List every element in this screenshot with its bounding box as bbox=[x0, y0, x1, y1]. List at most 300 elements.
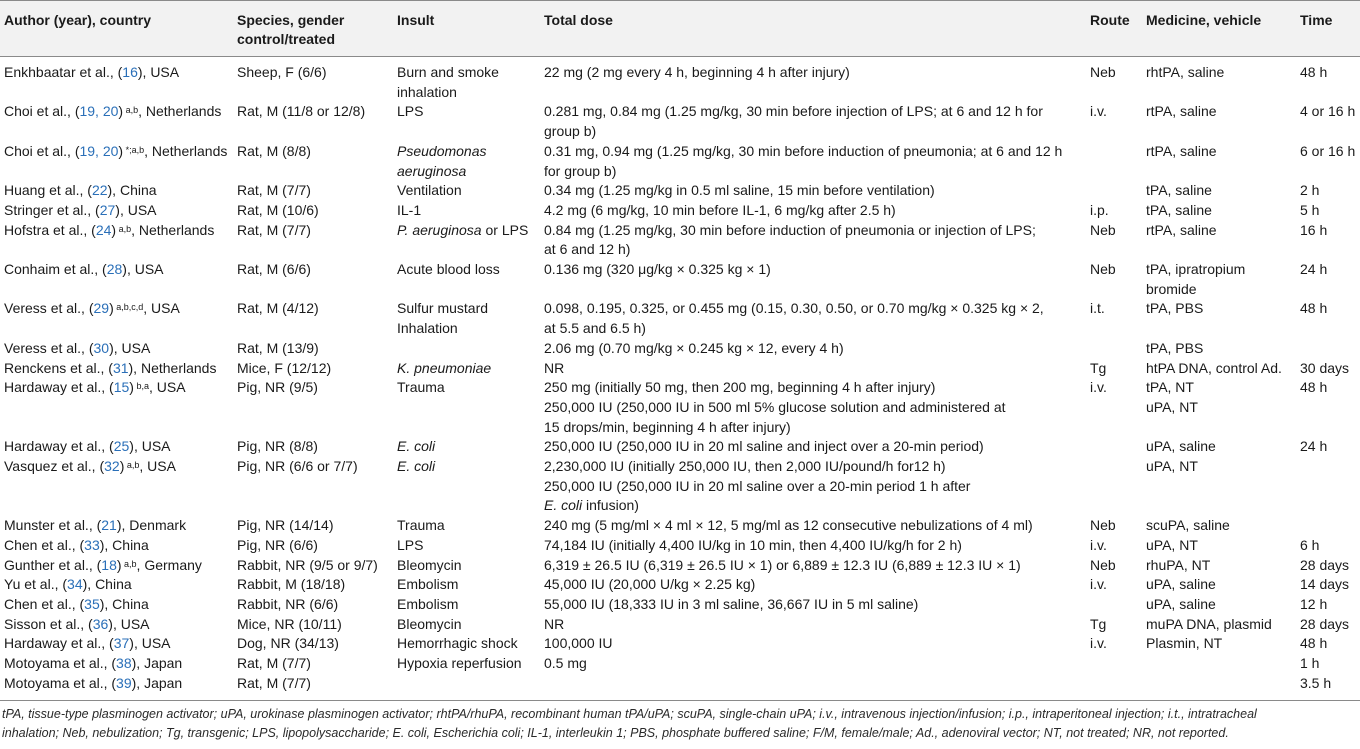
dose-cell bbox=[544, 57, 1090, 103]
author-text: ), USA bbox=[129, 438, 171, 455]
dose-line: 15 drops/min, beginning 4 h after injury) bbox=[544, 418, 791, 435]
dose-line: 250,000 IU (250,000 IU in 20 ml saline and inject over a 20-min period) bbox=[544, 438, 984, 455]
author-text: ), USA bbox=[122, 261, 164, 278]
table-row bbox=[0, 359, 1360, 379]
insult-line: Pseudomonas bbox=[397, 142, 487, 159]
dose-cell bbox=[544, 516, 1090, 536]
author-text: ), USA bbox=[115, 201, 157, 218]
dose-cell bbox=[544, 102, 1090, 141]
dose-line: 2.06 mg (0.70 mg/kg × 0.245 kg × 12, every 4 h) bbox=[544, 339, 844, 356]
route-cell: i.v. bbox=[1090, 635, 1107, 652]
insult-cell bbox=[397, 615, 544, 635]
column-header bbox=[1090, 1, 1146, 57]
medicine-line: uPA, NT bbox=[1146, 398, 1198, 415]
author-text: Hardaway et al., ( bbox=[4, 379, 114, 396]
header-line: Time bbox=[1300, 12, 1333, 28]
table-row bbox=[0, 615, 1360, 635]
author-text: , USA bbox=[148, 379, 186, 396]
table-row bbox=[0, 634, 1360, 654]
dose-cell bbox=[544, 634, 1090, 654]
insult-cell bbox=[397, 536, 544, 556]
table-footnote bbox=[0, 701, 1358, 743]
author-cell bbox=[0, 378, 237, 437]
author-cell bbox=[0, 634, 237, 654]
header-line: control/treated bbox=[237, 31, 336, 47]
insult-line: K. pneumoniae bbox=[397, 359, 492, 376]
time-cell: 3.5 h bbox=[1300, 674, 1360, 700]
table-row bbox=[0, 201, 1360, 221]
species-cell: Pig, NR (6/6 or 7/7) bbox=[237, 458, 358, 475]
author-text: ) bbox=[119, 458, 125, 475]
species-cell: Dog, NR (34/13) bbox=[237, 635, 339, 652]
medicine-cell bbox=[1146, 457, 1300, 516]
dose-line: 0.281 mg, 0.84 mg (1.25 mg/kg, 30 min before injection of LPS; at 6 and 12 h for bbox=[544, 103, 1043, 120]
dose-line: 240 mg (5 mg/ml × 4 ml × 12, 5 mg/ml as 12 consecutive nebulizations of 4 ml) bbox=[544, 517, 1033, 534]
author-text: Veress et al., ( bbox=[4, 300, 94, 317]
species-cell: Rat, M (11/8 or 12/8) bbox=[237, 103, 366, 120]
insult-cell bbox=[397, 516, 544, 536]
author-text: Choi et al., ( bbox=[4, 103, 80, 120]
table-row bbox=[0, 674, 1360, 700]
medicine-line: Plasmin, NT bbox=[1146, 635, 1223, 652]
footnote-line: inhalation; Neb, nebulization; Tg, transgenic; LPS, lipopolysaccharide; E. coli, Escherichia coli; IL-1, interleukin 1; PBS, phosphate buffered saline; F/M, female/male; Ad., adenoviral vector; NT, not treated; NR, not reported. bbox=[2, 725, 1229, 740]
time-cell bbox=[1300, 339, 1360, 359]
dose-cell bbox=[544, 260, 1090, 299]
table-row bbox=[0, 181, 1360, 201]
species-cell: Pig, NR (8/8) bbox=[237, 438, 318, 455]
author-text: , USA bbox=[143, 300, 180, 317]
medicine-line: tPA, PBS bbox=[1146, 339, 1204, 356]
dose-line: at 6 and 12 h) bbox=[544, 241, 631, 258]
time-cell: 6 or 16 h bbox=[1300, 142, 1356, 159]
medicine-cell bbox=[1146, 536, 1300, 556]
author-text: Hardaway et al., ( bbox=[4, 635, 114, 652]
time-cell: 6 h bbox=[1300, 536, 1320, 553]
insult-line: LPS bbox=[397, 536, 424, 553]
species-cell: Rat, M (13/9) bbox=[237, 339, 319, 356]
medicine-cell bbox=[1146, 378, 1300, 437]
insult-line: Trauma bbox=[397, 379, 445, 396]
author-text: Renckens et al., ( bbox=[4, 359, 113, 376]
header-line: Medicine, vehicle bbox=[1146, 12, 1262, 28]
dose-line: NR bbox=[544, 359, 565, 376]
author-text: Conhaim et al., ( bbox=[4, 261, 107, 278]
table-row bbox=[0, 221, 1360, 260]
table-row bbox=[0, 142, 1360, 181]
medicine-line: uPA, NT bbox=[1146, 536, 1198, 553]
author-text: Motoyama et al., ( bbox=[4, 655, 117, 672]
table-row bbox=[0, 536, 1360, 556]
medicine-line: uPA, NT bbox=[1146, 458, 1198, 475]
time-cell: 28 days bbox=[1300, 615, 1350, 632]
route-cell: Tg bbox=[1090, 359, 1107, 376]
medicine-line: uPA, saline bbox=[1146, 438, 1216, 455]
route-cell: Neb bbox=[1090, 517, 1116, 534]
medicine-line: tPA, PBS bbox=[1146, 300, 1204, 317]
author-text: ), Japan bbox=[131, 674, 183, 691]
medicine-line: tPA, ipratropium bbox=[1146, 261, 1246, 278]
route-cell bbox=[1090, 181, 1146, 201]
medicine-cell bbox=[1146, 102, 1300, 141]
table-row bbox=[0, 437, 1360, 457]
author-text: ), China bbox=[99, 595, 149, 612]
medicine-cell bbox=[1146, 221, 1300, 260]
species-cell: Rat, M (7/7) bbox=[237, 674, 397, 700]
insult-cell bbox=[397, 299, 544, 338]
insult-line: Embolism bbox=[397, 576, 459, 593]
medicine-line: scuPA, saline bbox=[1146, 517, 1230, 534]
route-cell bbox=[1090, 437, 1146, 457]
author-text: Huang et al., ( bbox=[4, 182, 92, 199]
footnote-marker: a,b bbox=[121, 558, 137, 569]
insult-line: Bleomycin bbox=[397, 615, 462, 632]
dose-line: 4.2 mg (6 mg/kg, 10 min before IL-1, 6 mg/kg after 2.5 h) bbox=[544, 201, 896, 218]
insult-line: Embolism bbox=[397, 595, 459, 612]
medicine-cell bbox=[1146, 299, 1300, 338]
author-text: ), USA bbox=[137, 64, 180, 80]
insult-line: Trauma bbox=[397, 517, 445, 534]
table-row bbox=[0, 102, 1360, 141]
author-text: ) bbox=[116, 556, 122, 573]
species-cell: Rat, M (7/7) bbox=[237, 655, 311, 672]
dose-cell bbox=[544, 339, 1090, 359]
insult-cell bbox=[397, 201, 544, 221]
dose-line: 74,184 IU (initially 4,400 IU/kg in 10 min, then 4,400 IU/kg/h for 2 h) bbox=[544, 536, 962, 553]
dose-cell bbox=[544, 142, 1090, 181]
dose-line: 45,000 IU (20,000 U/kg × 2.25 kg) bbox=[544, 576, 756, 593]
reference-link: 16 bbox=[122, 64, 138, 80]
author-cell bbox=[0, 260, 237, 299]
insult-line: Sulfur mustard bbox=[397, 300, 489, 317]
dose-line: 55,000 IU (18,333 IU in 3 ml saline, 36,667 IU in 5 ml saline) bbox=[544, 595, 919, 612]
author-text: Chen et al., ( bbox=[4, 536, 85, 553]
footnote-marker: a,b,c,d bbox=[113, 302, 144, 313]
insult-cell bbox=[397, 595, 544, 615]
medicine-cell bbox=[1146, 181, 1300, 201]
insult-cell bbox=[397, 378, 544, 437]
table-row bbox=[0, 299, 1360, 338]
insult-cell bbox=[397, 260, 544, 299]
medicine-cell bbox=[1146, 339, 1300, 359]
reference-link: 35 bbox=[84, 595, 100, 612]
author-text: ), Netherlands bbox=[128, 359, 217, 376]
author-cell bbox=[0, 457, 237, 516]
table-row bbox=[0, 654, 1360, 674]
dose-line: 22 mg (2 mg every 4 h, beginning 4 h after injury) bbox=[544, 64, 850, 80]
author-text: Stringer et al., ( bbox=[4, 201, 100, 218]
author-cell bbox=[0, 339, 237, 359]
insult-cell bbox=[397, 181, 544, 201]
footnote-marker: a,b bbox=[124, 460, 140, 471]
footnote-marker: *;a,b bbox=[123, 144, 145, 155]
medicine-line: uPA, saline bbox=[1146, 576, 1216, 593]
dose-cell bbox=[544, 378, 1090, 437]
table-header bbox=[0, 1, 1360, 57]
reference-link: 31 bbox=[112, 359, 129, 376]
dose-line: 250,000 IU (250,000 IU in 500 ml 5% glucose solution and administered at bbox=[544, 398, 1006, 415]
time-cell: 48 h bbox=[1300, 64, 1328, 80]
dose-line: 0.136 mg (320 μg/kg × 0.325 kg × 1) bbox=[544, 261, 771, 278]
insult-cell bbox=[397, 575, 544, 595]
insult-cell bbox=[397, 142, 544, 181]
insult-line: LPS bbox=[397, 103, 424, 120]
dose-cell bbox=[544, 457, 1090, 516]
species-cell: Pig, NR (9/5) bbox=[237, 379, 318, 396]
route-cell: Neb bbox=[1090, 556, 1116, 573]
reference-link: 27 bbox=[99, 201, 116, 218]
author-text: ), USA bbox=[129, 635, 171, 652]
author-text: Enkhbaatar et al., ( bbox=[4, 64, 123, 80]
reference-link: 19, 20 bbox=[79, 142, 119, 159]
author-text: ), USA bbox=[108, 615, 150, 632]
medicine-cell bbox=[1146, 674, 1300, 700]
reference-link: 25 bbox=[113, 438, 130, 455]
dose-cell bbox=[544, 201, 1090, 221]
dose-line: 100,000 IU bbox=[544, 635, 613, 652]
author-text: ), China bbox=[107, 182, 157, 199]
header-line: Total dose bbox=[544, 12, 613, 28]
dose-line: 2,230,000 IU (initially 250,000 IU, then 2,000 IU/pound/h for12 h) bbox=[544, 458, 946, 475]
route-cell: Neb bbox=[1090, 221, 1116, 238]
author-text: ) bbox=[129, 379, 134, 396]
dose-cell bbox=[544, 674, 1090, 700]
medicine-cell bbox=[1146, 634, 1300, 654]
time-cell: 24 h bbox=[1300, 261, 1328, 278]
dose-line: NR bbox=[544, 615, 565, 632]
medicine-line: rhuPA, NT bbox=[1146, 556, 1211, 573]
dose-cell bbox=[544, 299, 1090, 338]
author-cell bbox=[0, 57, 237, 103]
reference-link: 15 bbox=[113, 379, 130, 396]
author-text: Sisson et al., ( bbox=[4, 615, 93, 632]
medicine-line: tPA, saline bbox=[1146, 182, 1212, 199]
medicine-cell bbox=[1146, 142, 1300, 181]
route-cell: i.v. bbox=[1090, 536, 1107, 553]
dose-line: 250 mg (initially 50 mg, then 200 mg, beginning 4 h after injury) bbox=[544, 379, 936, 396]
author-text: ), China bbox=[82, 576, 132, 593]
reference-link: 32 bbox=[104, 458, 120, 475]
reference-link: 19, 20 bbox=[79, 103, 119, 120]
species-cell: Rat, M (6/6) bbox=[237, 261, 311, 278]
time-cell: 48 h bbox=[1300, 635, 1328, 652]
dose-line: 0.34 mg (1.25 mg/kg in 0.5 ml saline, 15 min before ventilation) bbox=[544, 182, 935, 199]
time-cell bbox=[1300, 457, 1360, 516]
time-cell: 24 h bbox=[1300, 438, 1328, 455]
species-cell: Rat, M (8/8) bbox=[237, 142, 311, 159]
medicine-cell bbox=[1146, 201, 1300, 221]
author-text: , USA bbox=[139, 458, 176, 475]
route-cell: Neb bbox=[1090, 261, 1116, 278]
insult-cell bbox=[397, 674, 544, 700]
medicine-line: uPA, saline bbox=[1146, 595, 1216, 612]
dose-line: 0.098, 0.195, 0.325, or 0.455 mg (0.15, 0.30, 0.50, or 0.70 mg/kg × 0.325 kg × 2, bbox=[544, 300, 1044, 317]
insult-cell bbox=[397, 339, 544, 359]
medicine-line: rtPA, saline bbox=[1146, 221, 1217, 238]
reference-link: 21 bbox=[101, 517, 117, 534]
dose-italic: E. coli bbox=[544, 497, 583, 514]
author-text: ), China bbox=[99, 536, 149, 553]
species-cell: Rat, M (7/7) bbox=[237, 221, 311, 238]
dose-cell bbox=[544, 221, 1090, 260]
reference-link: 30 bbox=[93, 339, 110, 356]
species-cell: Rabbit, NR (6/6) bbox=[237, 595, 339, 612]
insult-cell bbox=[397, 457, 544, 516]
reference-link: 22 bbox=[91, 182, 108, 199]
medicine-line: tPA, saline bbox=[1146, 201, 1212, 218]
species-cell: Sheep, F (6/6) bbox=[237, 64, 327, 80]
medicine-cell bbox=[1146, 595, 1300, 615]
route-cell bbox=[1090, 595, 1146, 615]
table-row bbox=[0, 339, 1360, 359]
species-cell: Rat, M (10/6) bbox=[237, 201, 319, 218]
dose-line: 6,319 ± 26.5 IU (6,319 ± 26.5 IU × 1) or 6,889 ± 12.3 IU (6,889 ± 12.3 IU × 1) bbox=[544, 556, 1021, 573]
reference-link: 29 bbox=[93, 300, 110, 317]
insult-cell bbox=[397, 634, 544, 654]
medicine-line: rhtPA, saline bbox=[1146, 64, 1225, 80]
species-cell: Pig, NR (14/14) bbox=[237, 517, 334, 534]
time-cell: 16 h bbox=[1300, 221, 1328, 238]
author-cell bbox=[0, 201, 237, 221]
column-header bbox=[0, 1, 237, 57]
insult-line: Inhalation bbox=[397, 320, 458, 337]
route-cell bbox=[1090, 674, 1146, 700]
table-row bbox=[0, 57, 1360, 103]
medicine-cell bbox=[1146, 359, 1300, 379]
author-text: Choi et al., ( bbox=[4, 142, 80, 159]
insult-line: inhalation bbox=[397, 83, 457, 100]
insult-line: Burn and smoke bbox=[397, 64, 499, 80]
medicine-line: bromide bbox=[1146, 280, 1197, 297]
route-cell bbox=[1090, 142, 1146, 181]
author-text: ) bbox=[109, 300, 114, 317]
route-cell: i.t. bbox=[1090, 300, 1105, 317]
route-cell bbox=[1090, 339, 1146, 359]
reference-link: 38 bbox=[116, 655, 132, 672]
medicine-line: rtPA, saline bbox=[1146, 103, 1217, 120]
author-cell bbox=[0, 575, 237, 595]
time-cell: 14 days bbox=[1300, 576, 1350, 593]
header-row bbox=[0, 1, 1360, 57]
author-cell bbox=[0, 595, 237, 615]
author-text: , Netherlands bbox=[138, 103, 222, 120]
insult-cell bbox=[397, 359, 544, 379]
author-text: ), Japan bbox=[131, 655, 183, 672]
dose-cell bbox=[544, 654, 1090, 674]
dose-cell bbox=[544, 556, 1090, 576]
route-cell bbox=[1090, 654, 1146, 674]
reference-link: 24 bbox=[95, 221, 112, 238]
author-cell bbox=[0, 221, 237, 260]
column-header bbox=[1146, 1, 1300, 57]
insult-line: aeruginosa bbox=[397, 162, 467, 179]
insult-line: Hemorrhagic shock bbox=[397, 635, 518, 652]
author-text: Motoyama et al., ( bbox=[4, 674, 117, 691]
table-body bbox=[0, 57, 1360, 701]
route-cell: i.v. bbox=[1090, 576, 1107, 593]
reference-link: 18 bbox=[101, 556, 117, 573]
author-text: Vasquez et al., ( bbox=[4, 458, 105, 475]
dose-cell bbox=[544, 359, 1090, 379]
insult-line: Hypoxia reperfusion bbox=[397, 655, 522, 672]
footnote-marker: a,b bbox=[116, 223, 132, 234]
medicine-line: muPA DNA, plasmid bbox=[1146, 615, 1272, 632]
author-text: , Netherlands bbox=[144, 142, 228, 159]
author-cell bbox=[0, 674, 237, 700]
footnote-marker: a,b bbox=[123, 105, 139, 116]
author-cell bbox=[0, 516, 237, 536]
author-text: , Netherlands bbox=[131, 221, 215, 238]
dose-line: at 5.5 and 6.5 h) bbox=[544, 320, 646, 337]
author-text: ) bbox=[118, 142, 124, 159]
time-cell: 2 h bbox=[1300, 182, 1320, 199]
time-cell: 48 h bbox=[1300, 300, 1328, 317]
table-row bbox=[0, 556, 1360, 576]
dose-cell bbox=[544, 437, 1090, 457]
footnote-marker: b,a bbox=[133, 381, 149, 392]
route-cell bbox=[1090, 457, 1146, 516]
reference-link: 37 bbox=[113, 635, 130, 652]
dose-cell bbox=[544, 575, 1090, 595]
insult-text: or LPS bbox=[481, 221, 529, 238]
time-cell bbox=[1300, 516, 1360, 536]
author-cell bbox=[0, 615, 237, 635]
table-row bbox=[0, 260, 1360, 299]
dose-cell bbox=[544, 595, 1090, 615]
species-cell: Mice, NR (10/11) bbox=[237, 615, 342, 632]
author-cell bbox=[0, 556, 237, 576]
insult-line: E. coli bbox=[397, 458, 436, 475]
insult-line: Bleomycin bbox=[397, 556, 462, 573]
medicine-line: htPA DNA, control Ad. bbox=[1146, 359, 1282, 376]
insult-line: Ventilation bbox=[397, 182, 462, 199]
author-text: Munster et al., ( bbox=[4, 517, 102, 534]
reference-link: 39 bbox=[116, 674, 132, 691]
author-cell bbox=[0, 536, 237, 556]
column-header bbox=[397, 1, 544, 57]
reference-link: 28 bbox=[106, 261, 123, 278]
table-row bbox=[0, 575, 1360, 595]
author-text: ) bbox=[111, 221, 117, 238]
author-text: Veress et al., ( bbox=[4, 339, 94, 356]
author-text: , Germany bbox=[136, 556, 202, 573]
dose-line: for group b) bbox=[544, 162, 617, 179]
medicine-cell bbox=[1146, 260, 1300, 299]
insult-italic: P. aeruginosa bbox=[397, 221, 482, 238]
insult-line: IL-1 bbox=[397, 201, 422, 218]
time-cell: 5 h bbox=[1300, 201, 1320, 218]
medicine-cell bbox=[1146, 615, 1300, 635]
header-line: Author (year), country bbox=[4, 12, 152, 28]
table-row bbox=[0, 378, 1360, 437]
author-text: ), USA bbox=[109, 339, 151, 356]
insult-cell bbox=[397, 437, 544, 457]
author-cell bbox=[0, 437, 237, 457]
medicine-cell bbox=[1146, 575, 1300, 595]
column-header bbox=[237, 1, 397, 57]
reference-link: 34 bbox=[67, 576, 83, 593]
time-cell: 12 h bbox=[1300, 595, 1328, 612]
medicine-line: rtPA, saline bbox=[1146, 142, 1217, 159]
medicine-cell bbox=[1146, 516, 1300, 536]
dose-line: 250,000 IU (250,000 IU in 20 ml saline over a 20-min period 1 h after bbox=[544, 477, 971, 494]
medicine-cell bbox=[1146, 57, 1300, 103]
insult-cell bbox=[397, 221, 544, 260]
time-cell: 4 or 16 h bbox=[1300, 103, 1356, 120]
author-cell bbox=[0, 654, 237, 674]
dose-line: 0.5 mg bbox=[544, 655, 587, 672]
author-cell bbox=[0, 102, 237, 141]
column-header bbox=[544, 1, 1090, 57]
